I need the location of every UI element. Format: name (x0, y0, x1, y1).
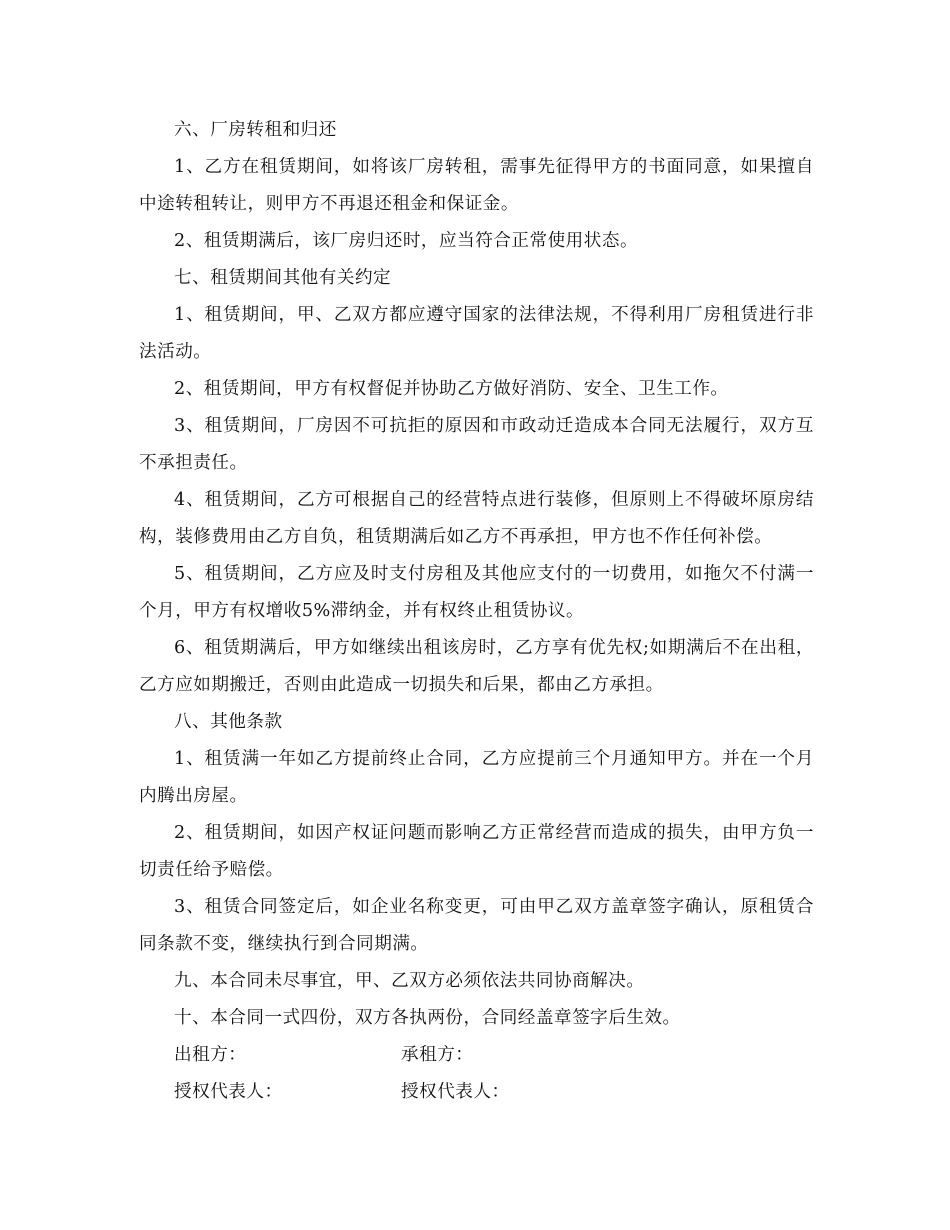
clause-8-3: 3、租赁合同签定后，如企业名称变更，可由甲乙双方盖章签字确认，原租赁合同条款不变，继续执行到合同期满。 (139, 897, 814, 954)
lessor-representative-label: 授权代表人： (174, 1082, 283, 1102)
clause-7-2: 2、租赁期间，甲方有权督促并协助乙方做好消防、安全、卫生工作。 (174, 379, 729, 399)
clause-7-1: 1、租赁期间，甲、乙双方都应遵守国家的法律法规，不得利用厂房租赁进行非法活动。 (139, 305, 814, 362)
section-heading-sublease-return: 六、厂房转租和归还 (174, 120, 337, 140)
clause-10: 十、本合同一式四份，双方各执两份，合同经盖章签字后生效。 (174, 1008, 681, 1028)
signature-row-representatives (139, 1074, 814, 1111)
clause-8-1: 1、租赁满一年如乙方提前终止合同，乙方应提前三个月通知甲方。并在一个月内腾出房屋。 (139, 749, 814, 806)
clause-7-6: 6、租赁期满后，甲方如继续出租该房时，乙方享有优先权;如期满后不在出租，乙方应如期搬迁，否则由此造成一切损失和后果，都由乙方承担。 (139, 638, 814, 695)
clause-6-2: 2、租赁期满后，该厂房归还时，应当符合正常使用状态。 (174, 231, 639, 251)
clause-8-2: 2、租赁期间，如因产权证问题而影响乙方正常经营而造成的损失，由甲方负一切责任给予赔偿。 (139, 823, 814, 880)
lessee-representative-label: 授权代表人： (401, 1082, 510, 1102)
clause-7-3: 3、租赁期间，厂房因不可抗拒的原因和市政动迁造成本合同无法履行，双方互不承担责任。 (139, 416, 814, 473)
lessor-label: 出租方： (174, 1045, 247, 1065)
clause-9: 九、本合同未尽事宜，甲、乙双方必须依法共同协商解决。 (174, 971, 645, 991)
lessee-label: 承租方： (401, 1045, 474, 1065)
signature-row-parties (139, 1037, 814, 1074)
clause-6-1: 1、乙方在租赁期间，如将该厂房转租，需事先征得甲方的书面同意，如果擅自中途转租转让，则甲方不再退还租金和保证金。 (139, 157, 814, 214)
section-heading-other-agreements: 七、租赁期间其他有关约定 (174, 268, 392, 288)
clause-7-4: 4、租赁期间，乙方可根据自己的经营特点进行装修，但原则上不得破坏原房结构，装修费用由乙方自负，租赁期满后如乙方不再承担，甲方也不作任何补偿。 (139, 490, 814, 547)
clause-7-5: 5、租赁期间，乙方应及时支付房租及其他应支付的一切费用，如拖欠不付满一个月，甲方有权增收5%滞纳金，并有权终止租赁协议。 (139, 564, 814, 621)
document-body (139, 112, 814, 1111)
section-heading-other-terms: 八、其他条款 (174, 712, 283, 732)
